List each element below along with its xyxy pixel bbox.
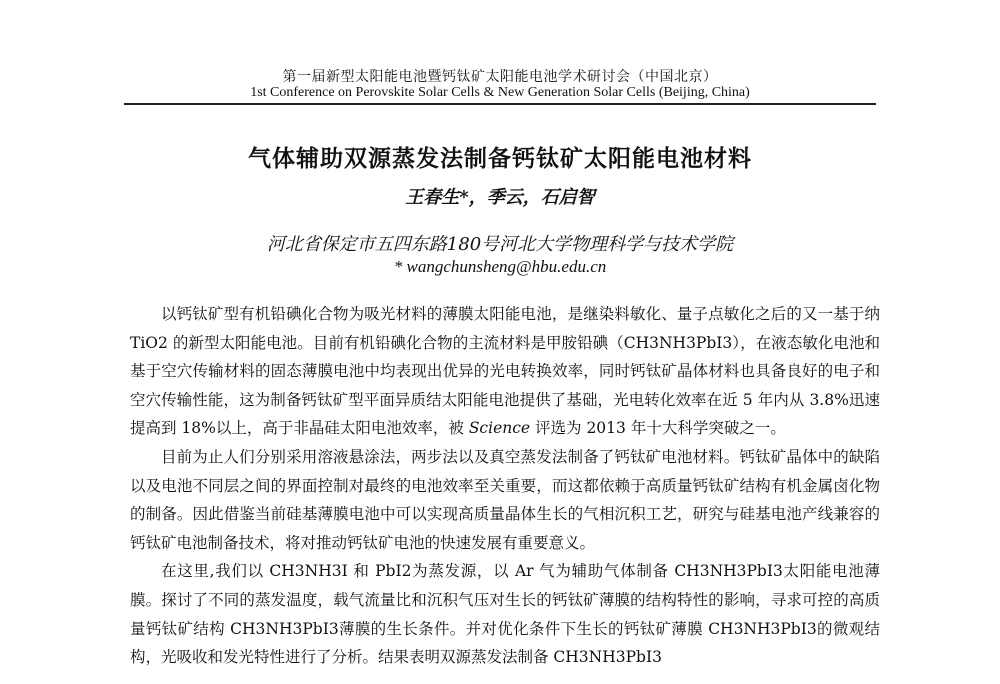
paragraph-1-text-a: 以钙钛矿型有机铅碘化合物为吸光材料的薄膜太阳能电池，是继染料敏化、量子点敏化之后的又一基于纳 TiO2 的新型太阳能电池。目前有机铅碘化合物的主流材料是甲胺铅碘（CH3NH3PbI3），在液态敏化电池和基于空穴传输材料的固态薄膜电池中均表现出优异的光电转换效率，同时钙钛矿晶体材料也具备良好的电子和空穴传输性能，这为制备钙钛矿型平面异质结太阳能电池提供了基础，光电转化效率在近 5 年内从 3.8%迅速提高到 18%以上，高于非晶硅太阳电池效率，被: [130, 305, 880, 438]
paragraph-3: 在这里,我们以 CH3NH3I 和 PbI2为蒸发源，以 Ar 气为辅助气体制备 CH3NH3PbI3太阳能电池薄膜。探讨了不同的蒸发温度，载气流量比和沉积气压对生长的钙钛矿薄膜的结构特性的影响，寻求可控的高质量钙钛矿结构 CH3NH3PbI3薄膜的生长条件。并对优化条件下生长的钙钛矿薄膜 CH3NH3PbI3的微观结构，光吸收和发光特性进行了分析。结果表明双源蒸发法制备 CH3NH3PbI3: [130, 562, 880, 667]
conference-header-english: 1st Conference on Perovskite Solar Cells & New Generation Solar Cells (Beijing, China): [250, 85, 750, 100]
paragraph-2: 目前为止人们分别采用溶液悬涂法，两步法以及真空蒸发法制备了钙钛矿电池材料。钙钛矿晶体中的缺陷以及电池不同层之间的界面控制对最终的电池效率至关重要，而这都依赖于高质量钙钛矿结构有机金属卤化物的制备。因此借鉴当前硅基薄膜电池中可以实现高质量晶体生长的气相沉积工艺，研究与硅基电池产线兼容的钙钛矿电池制备技术，将对推动钙钛矿电池的快速发展有重要意义。: [130, 447, 880, 552]
paper-title: 气体辅助双源蒸发法制备钙钛矿太阳能电池材料: [248, 146, 752, 172]
conference-header-chinese: 第一届新型太阳能电池暨钙钛矿太阳能电池学术研讨会（中国北京）: [282, 69, 718, 85]
author-email: * wangchunsheng@hbu.edu.cn: [393, 257, 607, 276]
abstract-body: [130, 300, 880, 672]
authors: 王春生*，季云，石启智: [405, 187, 595, 208]
header-divider: [124, 103, 876, 105]
journal-name-science: Science: [468, 419, 531, 438]
paragraph-1-text-b: 评选为 2013 年十大科学突破之一。: [530, 419, 786, 438]
paragraph-1: [130, 300, 880, 443]
affiliation: 河北省保定市五四东路180号河北大学物理科学与技术学院: [266, 234, 734, 255]
